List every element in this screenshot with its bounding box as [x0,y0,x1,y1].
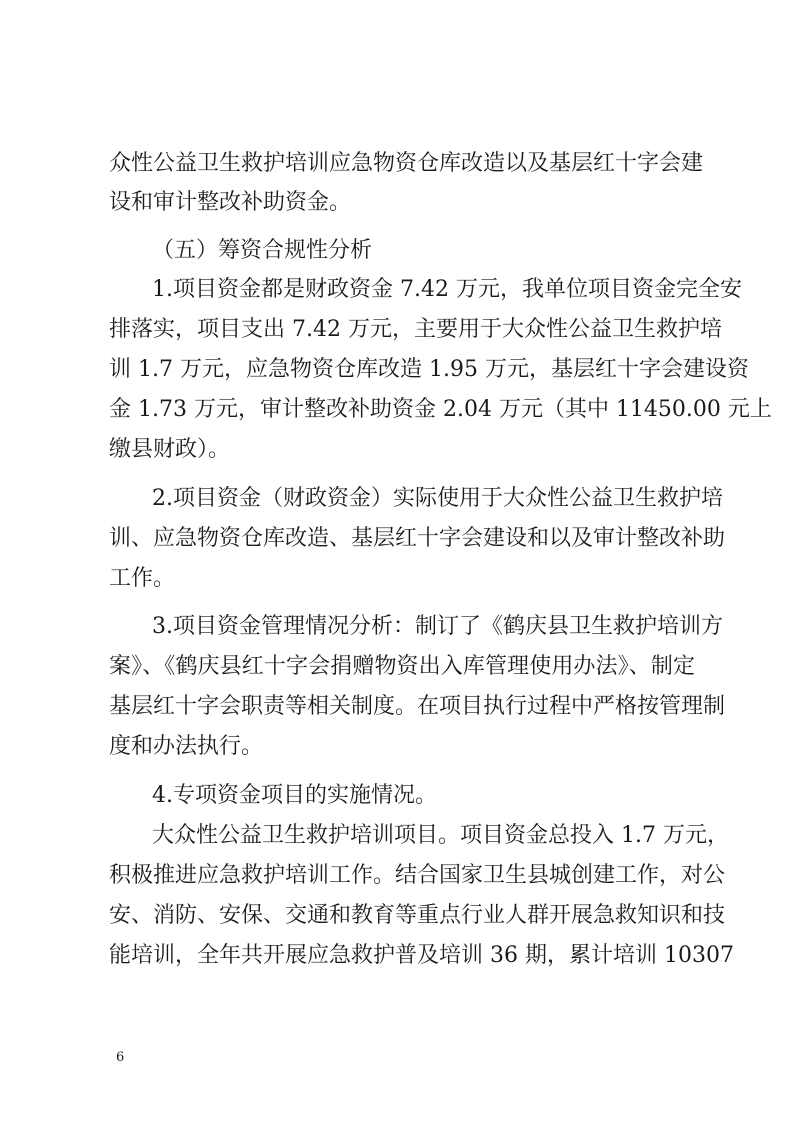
section-heading: （五）筹资合规性分析 [152,238,373,263]
body-line: 工作。 [109,566,176,591]
body-line: 3.项目资金管理情况分析：制订了《鹤庆县卫生救护培训方 [152,614,723,639]
body-line: 4.专项资金项目的实施情况。 [152,783,437,808]
body-line: 度和办法执行。 [109,734,264,759]
body-line: 基层红十字会职责等相关制度。在项目执行过程中严格按管理制 [109,694,726,719]
body-line: 众性公益卫生救护培训应急物资仓库改造以及基层红十字会建 [109,151,704,176]
body-line: 积极推进应急救护培训工作。结合国家卫生县城创建工作，对公 [109,863,726,888]
body-line: 金 1.73 万元，审计整改补助资金 2.04 万元（其中 11450.00 元上 [109,397,772,422]
body-line: 训 1.7 万元，应急物资仓库改造 1.95 万元，基层红十字会建设资 [109,357,749,382]
body-line: 训、应急物资仓库改造、基层红十字会建设和以及审计整改补助 [109,526,726,551]
body-line: 大众性公益卫生救护培训项目。项目资金总投入 1.7 万元， [152,823,729,848]
body-line: 1.项目资金都是财政资金 7.42 万元，我单位项目资金完全安 [152,277,742,302]
body-line: 排落实，项目支出 7.42 万元，主要用于大众性公益卫生救护培 [109,317,722,342]
body-line: 设和审计整改补助资金。 [109,190,352,215]
body-line: 能培训，全年共开展应急救护普及培训 36 期，累计培训 10307 [109,943,734,968]
body-line: 2.项目资金（财政资金）实际使用于大众性公益卫生救护培 [152,486,723,511]
body-line: 缴县财政）。 [109,437,231,462]
body-line: 案》、《鹤庆县红十字会捐赠物资出入库管理使用办法》、制定 [109,654,695,679]
body-line: 安、消防、安保、交通和教育等重点行业人群开展急救知识和技 [109,903,726,928]
page-number: 6 [116,1050,125,1065]
